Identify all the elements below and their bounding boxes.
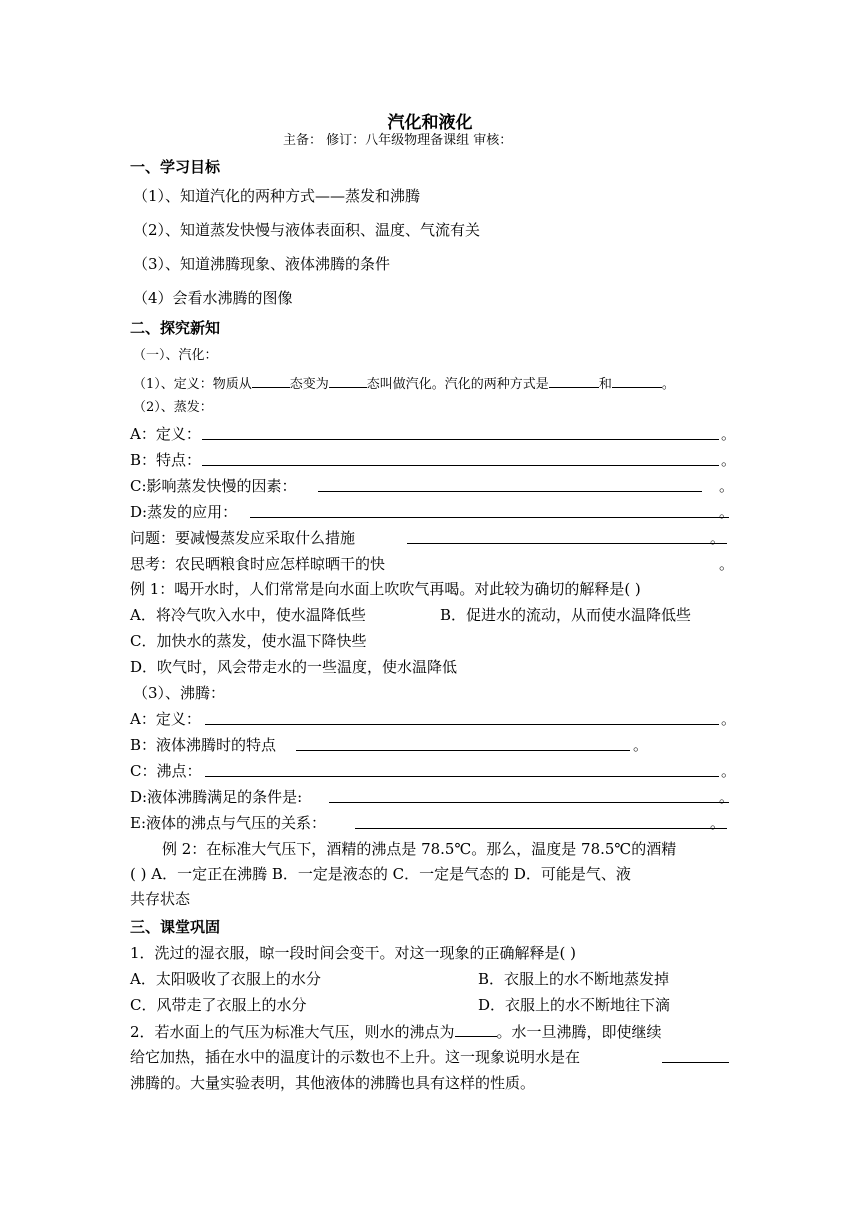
blank-state-from[interactable] — [252, 372, 290, 388]
example-2-line-3: 共存状态 — [130, 890, 191, 908]
evap-definition-label: A：定义： — [130, 425, 201, 443]
question-1-option-d[interactable]: D．衣服上的水不断地往下滴 — [478, 996, 671, 1014]
period: 。 — [719, 555, 735, 573]
question-2-line-2: 给它加热，插在水中的温度计的示数也不上升。这一现象说明水是在 — [130, 1048, 581, 1066]
period: 。 — [710, 529, 726, 547]
think-drying-grain: 思考：农民晒粮食时应怎样晾晒干的快 — [130, 555, 386, 573]
boil-pressure-label: E:液体的沸点与气压的关系： — [130, 814, 327, 832]
example-1-option-c[interactable]: C．加快水的蒸发，使水温下降快些 — [130, 632, 367, 650]
evap-factors-label: C:影响蒸发快慢的因素： — [130, 477, 297, 495]
byline: 主备： 修订：八年级物理备课组 审核： — [283, 133, 513, 148]
subsection-boiling: （3）、沸腾： — [133, 684, 226, 702]
question-slow-evaporation: 问题：要减慢蒸发应采取什么措施 — [130, 529, 356, 547]
period: 。 — [721, 451, 737, 469]
period: 。 — [721, 762, 737, 780]
period: 。 — [710, 814, 726, 832]
goal-1: （1）、知道汽化的两种方式——蒸发和沸腾 — [133, 187, 421, 205]
question-1-option-c[interactable]: C．风带走了衣服上的水分 — [130, 996, 307, 1014]
period: 。 — [721, 425, 737, 443]
boil-feature-label: B：液体沸腾时的特点 — [130, 736, 277, 754]
example-2-line-1: 例 2：在标准大气压下，酒精的沸点是 78.5℃。那么，温度是 78.5℃的酒精 — [162, 840, 677, 858]
example-2-line-2: ( ) A．一定正在沸腾 B．一定是液态的 C．一定是气态的 D．可能是气、液 — [130, 865, 631, 883]
goal-3: （3）、知道沸腾现象、液体沸腾的条件 — [133, 255, 391, 273]
definition-line: （1）、定义：物质从 态变为 态叫做汽化。汽化的两种方式是 和 。 — [133, 372, 675, 395]
evap-definition-blank[interactable] — [202, 424, 719, 440]
example-1-option-d[interactable]: D．吹气时，风会带走水的一些温度，使水温降低 — [130, 658, 458, 676]
evap-application-blank[interactable] — [250, 502, 729, 518]
boil-condition-label: D:液体沸腾满足的条件是: — [130, 788, 303, 806]
boiling-point-blank[interactable] — [205, 761, 719, 777]
period: 。 — [719, 503, 735, 521]
question-2-blank[interactable] — [662, 1047, 729, 1063]
subsection-evaporation: （2）、蒸发： — [133, 400, 213, 415]
question-2-line-3: 沸腾的。大量实验表明，其他液体的沸腾也具有这样的性质。 — [130, 1074, 536, 1092]
evap-feature-label: B：特点： — [130, 451, 202, 469]
boiling-point-answer-blank[interactable] — [455, 1021, 497, 1037]
question-1-option-b[interactable]: B．衣服上的水不断地蒸发掉 — [478, 970, 670, 988]
question-1-stem: 1．洗过的湿衣服，晾一段时间会变干。对这一现象的正确解释是( ) — [130, 944, 577, 962]
boiling-point-label: C：沸点： — [130, 762, 202, 780]
goal-2: （2）、知道蒸发快慢与液体表面积、温度、气流有关 — [133, 221, 481, 239]
question-blank[interactable] — [407, 528, 727, 544]
period: 。 — [721, 710, 737, 728]
example-1-option-b[interactable]: B．促进水的流动，从而使水温降低些 — [440, 606, 692, 624]
blank-state-to[interactable] — [329, 372, 367, 388]
section-2-heading: 二、探究新知 — [130, 319, 221, 337]
blank-method-1[interactable] — [549, 372, 599, 388]
period: 。 — [633, 736, 649, 754]
period: 。 — [719, 477, 735, 495]
boil-feature-blank[interactable] — [296, 735, 630, 751]
evap-application-label: D:蒸发的应用： — [130, 503, 238, 521]
section-1-heading: 一、学习目标 — [130, 158, 221, 176]
evap-factors-blank[interactable] — [318, 476, 702, 492]
evap-feature-blank[interactable] — [202, 450, 719, 466]
page-title: 汽化和液化 — [387, 113, 473, 133]
period: 。 — [719, 788, 735, 806]
boil-pressure-blank[interactable] — [355, 813, 727, 829]
section-3-heading: 三、课堂巩固 — [130, 918, 221, 936]
boil-definition-blank[interactable] — [205, 709, 719, 725]
boil-condition-blank[interactable] — [329, 787, 729, 803]
boil-definition-label: A：定义： — [130, 710, 201, 728]
goal-4: （4）会看水沸腾的图像 — [133, 289, 293, 307]
question-1-option-a[interactable]: A．太阳吸收了衣服上的水分 — [130, 970, 321, 988]
example-1-option-a[interactable]: A．将冷气吹入水中，使水温降低些 — [130, 606, 366, 624]
question-2-line-1: 2．若水面上的气压为标准大气压，则水的沸点为 。水一旦沸腾，即使继续 — [130, 1023, 662, 1041]
subsection-vaporization: （一）、汽化： — [133, 348, 218, 363]
blank-method-2[interactable] — [612, 372, 662, 388]
example-1-stem: 例 1：喝开水时，人们常常是向水面上吹吹气再喝。对此较为确切的解释是( ) — [130, 580, 641, 598]
